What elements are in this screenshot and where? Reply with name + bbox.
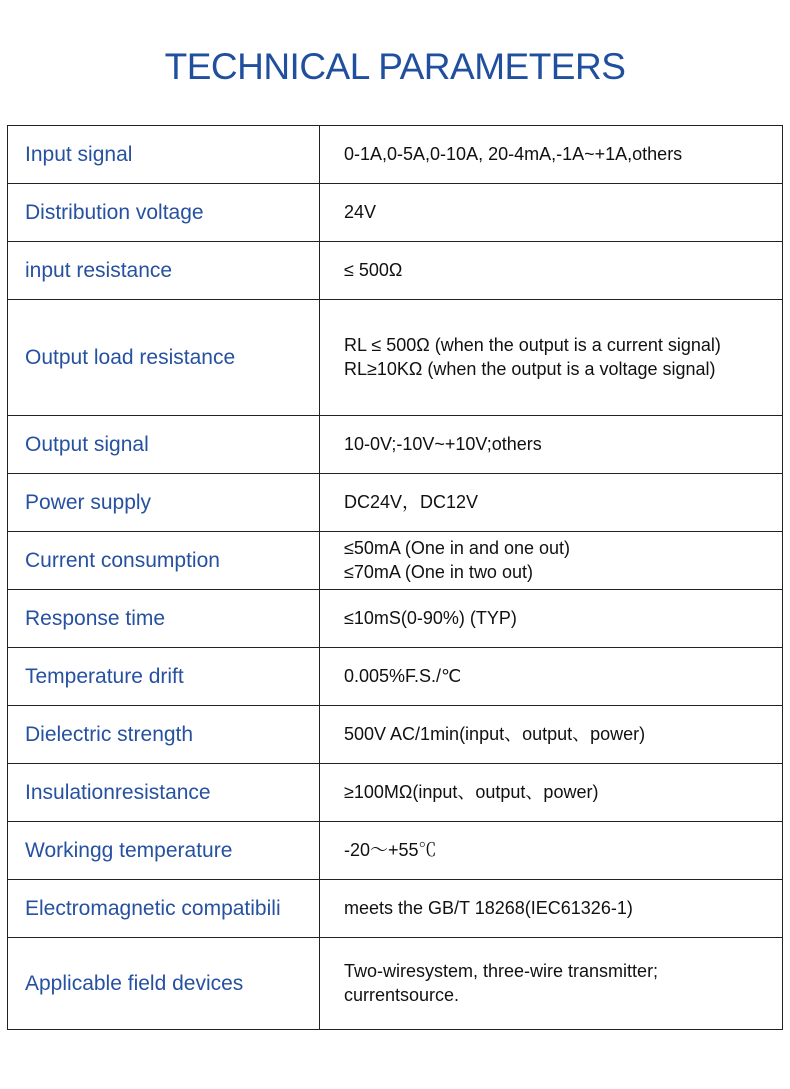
parameter-value [320, 184, 783, 242]
parameter-value [320, 822, 783, 880]
table-row [8, 590, 783, 648]
parameter-value [320, 648, 783, 706]
value-line: 24V [344, 201, 377, 222]
table-row [8, 242, 783, 300]
value-line: 0-1A,0-5A,0-10A, 20-4mA,-1A~+1A,others [344, 143, 683, 164]
value-line: DC24V，DC12V [344, 491, 479, 512]
table-row [8, 822, 783, 880]
table-row [8, 648, 783, 706]
value-line: ≤50mA (One in and one out) [344, 538, 571, 559]
parameter-value [320, 938, 783, 1030]
parameter-value [320, 880, 783, 938]
value-line: 10-0V;-10V~+10V;others [344, 433, 542, 454]
parameter-value [320, 300, 783, 416]
table-row [8, 474, 783, 532]
parameter-value [320, 532, 783, 590]
parameter-value [320, 706, 783, 764]
parameter-label: Output signal [8, 416, 320, 474]
parameter-label: Output load resistance [8, 300, 320, 416]
table-row [8, 880, 783, 938]
parameter-label: Temperature drift [8, 648, 320, 706]
parameter-label: Insulationresistance [8, 764, 320, 822]
table-row [8, 764, 783, 822]
parameters-table [7, 125, 783, 1030]
value-line: ≤10mS(0-90%) (TYP) [344, 607, 517, 628]
parameter-label: Dielectric strength [8, 706, 320, 764]
page-title: TECHNICAL PARAMETERS [164, 46, 626, 87]
value-line: ≥100MΩ(input、output、power) [344, 781, 599, 802]
parameter-label: Input signal [8, 126, 320, 184]
parameter-label: Electromagnetic compatibili [8, 880, 320, 938]
value-line: RL ≤ 500Ω (when the output is a current signal) [344, 335, 721, 356]
parameter-label: Applicable field devices [8, 938, 320, 1030]
value-line: ≤70mA (One in two out) [344, 561, 533, 582]
value-line: currentsource. [344, 984, 460, 1005]
parameter-value [320, 474, 783, 532]
table-row [8, 126, 783, 184]
value-line: 0.005%F.S./℃ [344, 665, 462, 686]
table-row [8, 300, 783, 416]
parameter-label: input resistance [8, 242, 320, 300]
value-line: meets the GB/T 18268(IEC61326-1) [344, 897, 633, 918]
value-line: RL≥10KΩ (when the output is a voltage signal) [344, 358, 716, 379]
parameter-value [320, 242, 783, 300]
parameter-label: Workingg temperature [8, 822, 320, 880]
parameter-label: Distribution voltage [8, 184, 320, 242]
table-row [8, 706, 783, 764]
table-row [8, 184, 783, 242]
table-row [8, 532, 783, 590]
parameter-label: Response time [8, 590, 320, 648]
value-line: Two-wiresystem, three-wire transmitter; [344, 961, 659, 982]
table-row [8, 416, 783, 474]
value-line: -20～+55℃ [344, 839, 437, 860]
parameter-value [320, 590, 783, 648]
value-line: ≤ 500Ω [344, 259, 403, 280]
table-row [8, 938, 783, 1030]
value-line: 500V AC/1min(input、output、power) [344, 723, 646, 744]
parameter-label: Power supply [8, 474, 320, 532]
parameter-value [320, 764, 783, 822]
parameter-value [320, 416, 783, 474]
parameter-value [320, 126, 783, 184]
parameter-label: Current consumption [8, 532, 320, 590]
